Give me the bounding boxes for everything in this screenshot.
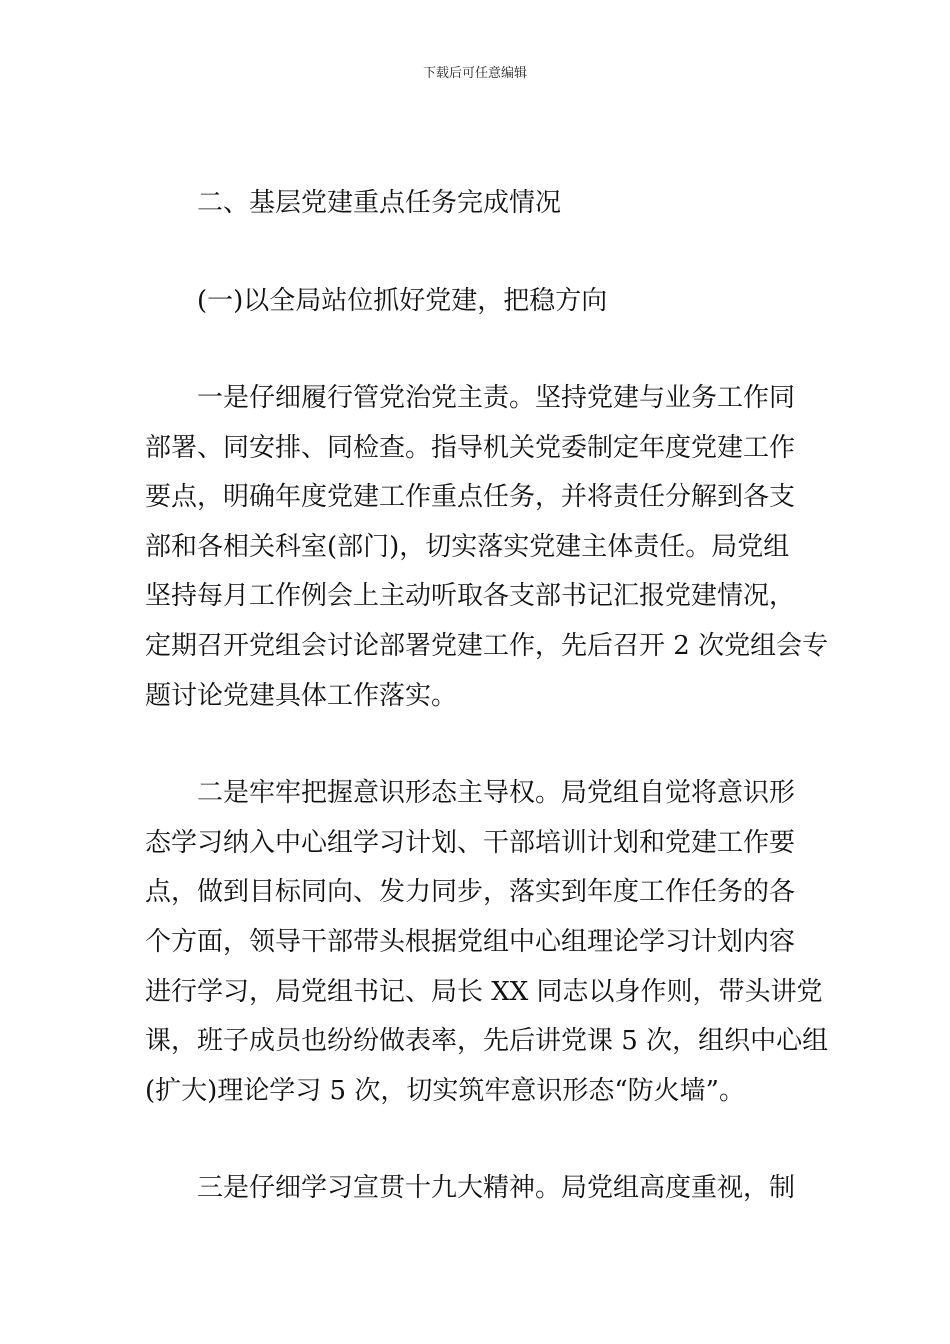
paragraph-line: 题讨论党建具体工作落实。 xyxy=(145,680,458,711)
paragraph-2 xyxy=(145,769,829,1116)
paragraph-line: 二是牢牢把握意识形态主导权。局党组自觉将意识形 xyxy=(197,778,796,809)
paragraph-1 xyxy=(145,374,829,721)
paragraph-line: 态学习纳入中心组学习计划、干部培训计划和党建工作要 xyxy=(145,827,796,858)
paragraph-line: 要点，明确年度党建工作重点任务，并将责任分解到各支 xyxy=(145,482,796,513)
paragraph-line: 定期召开党组会讨论部署党建工作，先后召开 2 次党组会专 xyxy=(145,630,829,661)
document-body xyxy=(145,178,829,1262)
section-title: 二、基层党建重点任务完成情况 xyxy=(197,188,562,218)
paragraph-line: 一是仔细履行管党治党主责。坚持党建与业务工作同 xyxy=(197,383,796,413)
paragraph-line: 个方面，领导干部带头根据党组中心组理论学习计划内容 xyxy=(145,926,796,957)
subsection-title: (一)以全局站位抓好党建，把稳方向 xyxy=(197,286,608,316)
paragraph-line: 部署、同安排、同检查。指导机关党委制定年度党建工作 xyxy=(145,432,796,463)
paragraph-line: 进行学习，局党组书记、局长 XX 同志以身作则，带头讲党 xyxy=(145,976,823,1007)
paragraph-line: 三是仔细学习宣贯十九大精神。局党组高度重视，制 xyxy=(197,1173,796,1204)
paragraph-3 xyxy=(145,1164,815,1214)
paragraph-line: 点，做到目标同向、发力同步，落实到年度工作任务的各 xyxy=(145,877,796,908)
paragraph-line: 课，班子成员也纷纷做表率，先后讲党课 5 次，组织中心组 xyxy=(145,1026,829,1057)
paragraph-line: (扩大)理论学习 5 次，切实筑牢意识形态“防火墙”。 xyxy=(145,1075,745,1106)
paragraph-line: 坚持每月工作例会上主动听取各支部书记汇报党建情况， xyxy=(145,581,796,612)
page-header: 下载后可任意编辑 xyxy=(422,66,527,81)
paragraph-line: 部和各相关科室(部门)，切实落实党建主体责任。局党组 xyxy=(145,531,790,562)
